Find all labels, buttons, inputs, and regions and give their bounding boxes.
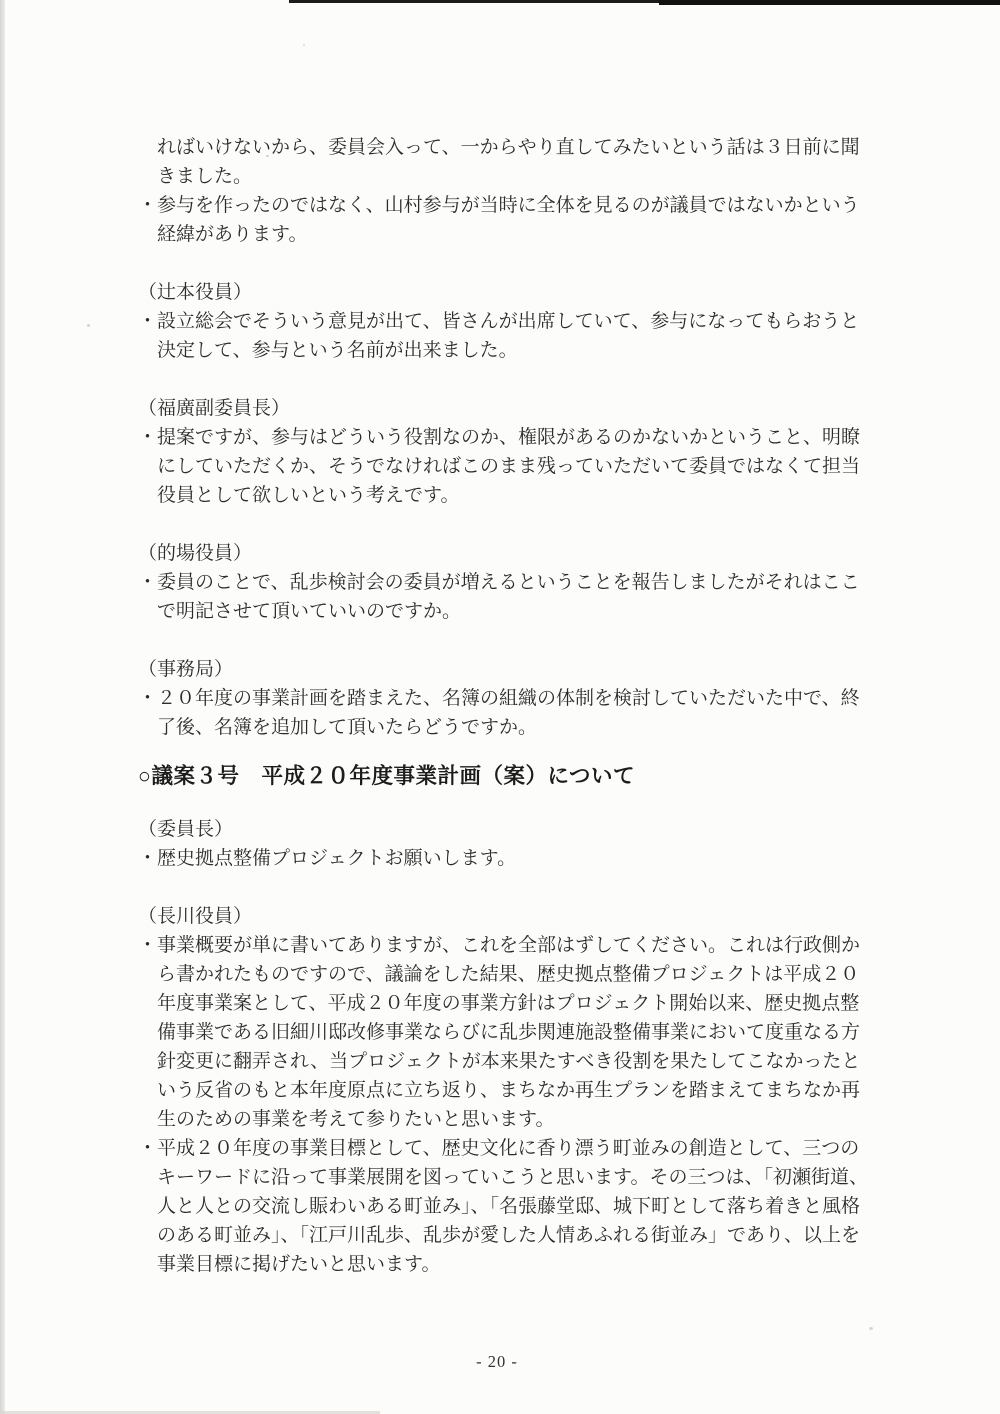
scan-speck bbox=[303, 44, 305, 46]
bullet-marker: ・ bbox=[138, 688, 158, 709]
bullet-item bbox=[138, 844, 872, 873]
paragraph-continuation: ればいけないから、委員会入って、一からやり直してみたいという話は３日前に聞きました。 bbox=[157, 137, 860, 187]
bullet-item bbox=[138, 931, 872, 1134]
bullet-text: 委員のことで、乱歩検討会の委員が増えるということを報告しましたがそれはここで明記させて頂いていいのですか。 bbox=[157, 572, 860, 622]
bullet-marker: ・ bbox=[138, 195, 158, 216]
section-heading: ○議案３号 平成２０年度事業計画（案）について bbox=[138, 764, 636, 788]
bullet-item bbox=[138, 307, 872, 365]
speaker-label: （事務局） bbox=[138, 659, 234, 680]
scan-speck bbox=[87, 324, 90, 327]
scan-top-edge-artifact-black bbox=[289, 0, 659, 3]
bullet-marker: ・ bbox=[138, 311, 158, 332]
speaker-label: （福廣副委員長） bbox=[138, 398, 291, 419]
bullet-text: 参与を作ったのではなく、山村参与が当時に全体を見るのが議員ではないかという経緯があります。 bbox=[157, 195, 860, 245]
bullet-marker: ・ bbox=[138, 572, 158, 593]
bullet-item bbox=[138, 191, 872, 249]
bullet-text: 事業概要が単に書いてありますが、これを全部はずしてください。これは行政側から書かれたものですので、議論をした結果、歴史拠点整備プロジェクトは平成２０年度事業案として、平成２０年度の事業方針はプロジェクト開始以来、歴史拠点整備事業である旧細川邸改修事業ならびに乱歩関連施設整備事業において度重なる方針変更に翻弄され、当プロジェクトが本来果たすべき役割を果たしてこなかったという反省のもと本年度原点に立ち返り、まちなか再生プランを踏まえてまちなか再生のための事業を考えて参りたいと思います。 bbox=[157, 935, 861, 1130]
scan-left-edge-artifact bbox=[0, 0, 5, 1414]
bullet-text: 設立総会でそういう意見が出て、皆さんが出席していて、参与になってもらおうと決定して、参与という名前が出来ました。 bbox=[157, 311, 860, 361]
bullet-marker: ・ bbox=[138, 1138, 158, 1159]
speaker-label: （委員長） bbox=[138, 819, 234, 840]
document-body bbox=[138, 133, 872, 1279]
bullet-marker: ・ bbox=[138, 935, 158, 956]
speaker-label: （長川役員） bbox=[138, 906, 253, 927]
page-number: - 20 - bbox=[476, 1352, 518, 1371]
bullet-text: ２０年度の事業計画を踏まえた、名簿の組織の体制を検討していただいた中で、終了後、名簿を追加して頂いたらどうですか。 bbox=[157, 688, 860, 738]
bullet-marker: ・ bbox=[138, 848, 158, 869]
bullet-item bbox=[138, 568, 872, 626]
bullet-item bbox=[138, 423, 872, 510]
bullet-marker: ・ bbox=[138, 427, 158, 448]
scan-speck bbox=[869, 1327, 873, 1330]
bullet-text: 歴史拠点整備プロジェクトお願いします。 bbox=[157, 848, 517, 869]
bullet-item bbox=[138, 684, 872, 742]
bullet-text: 提案ですが、参与はどういう役割なのか、権限があるのかないかということ、明瞭にしていただくか、そうでなければこのまま残っていただいて委員ではなくて担当役員として欲しいという考えです。 bbox=[157, 427, 861, 506]
scan-top-edge-artifact-black-right bbox=[659, 0, 1000, 5]
speaker-label: （的場役員） bbox=[138, 543, 253, 564]
scan-top-edge-artifact-gray bbox=[168, 0, 246, 3]
bullet-text: 平成２０年度の事業目標として、歴史文化に香り漂う町並みの創造として、三つのキーワードに沿って事業展開を図っていこうと思います。その三つは、「初瀬街道、人と人との交流し賑わいある町並み」、「名張藤堂邸、城下町として落ち着きと風格のある町並み」、「江戸川乱歩、乱歩が愛した人情あふれる街並み」であり、以上を事業目標に掲げたいと思います。 bbox=[157, 1138, 868, 1275]
speaker-label: （辻本役員） bbox=[138, 282, 253, 303]
bullet-item bbox=[138, 1134, 872, 1279]
